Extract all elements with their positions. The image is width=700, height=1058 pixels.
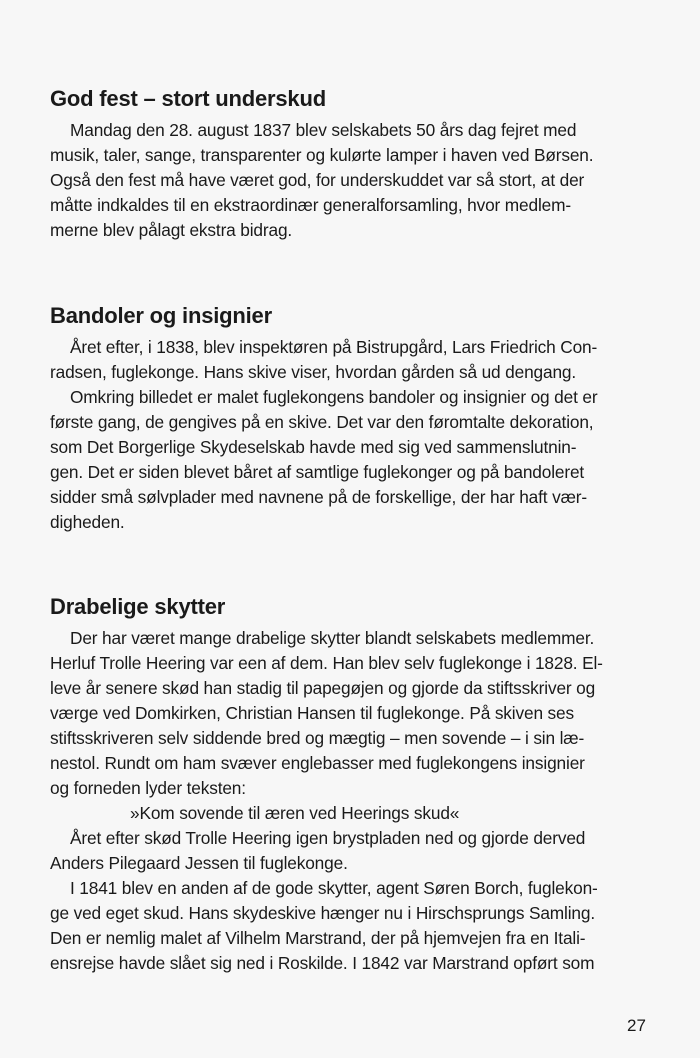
paragraph-line: digheden. <box>50 512 125 532</box>
section-heading: Bandoler og insignier <box>50 303 272 328</box>
section-heading: Drabelige skytter <box>50 594 226 619</box>
paragraph-line: første gang, de gengives på en skive. Det var den føromtalte dekoration, <box>50 412 594 432</box>
paragraph-line: sidder små sølvplader med navnene på de forskellige, der har haft vær- <box>50 487 588 507</box>
paragraph-line: I 1841 blev en anden af de gode skytter, agent Søren Borch, fuglekon- <box>70 878 598 898</box>
section-heading: God fest – stort underskud <box>50 86 326 111</box>
paragraph-line: værge ved Domkirken, Christian Hansen til fuglekonge. På skiven ses <box>50 703 574 723</box>
paragraph-line: ge ved eget skud. Hans skydeskive hænger nu i Hirschsprungs Samling. <box>50 903 596 923</box>
paragraph-line: merne blev pålagt ekstra bidrag. <box>50 220 293 240</box>
page-number: 27 <box>627 1016 646 1035</box>
paragraph-line: Året efter skød Trolle Heering igen brystpladen ned og gjorde derved <box>70 828 586 848</box>
paragraph-line: nestol. Rundt om ham svæver englebasser med fuglekongens insignier <box>50 753 585 773</box>
paragraph-line: Året efter, i 1838, blev inspektøren på Bistrupgård, Lars Friedrich Con- <box>70 337 598 357</box>
paragraph-line: radsen, fuglekonge. Hans skive viser, hvordan gården så ud dengang. <box>50 362 577 382</box>
paragraph-line: Herluf Trolle Heering var een af dem. Han blev selv fuglekonge i 1828. El- <box>50 653 603 673</box>
paragraph-line: og forneden lyder teksten: <box>50 778 246 798</box>
paragraph-line: gen. Det er siden blevet båret af samtlige fuglekonger og på bandoleret <box>50 462 585 482</box>
paragraph-line: leve år senere skød han stadig til papegøjen og gjorde da stiftsskriver og <box>50 678 596 698</box>
paragraph-line: Den er nemlig malet af Vilhelm Marstrand, der på hjemvejen fra en Itali- <box>50 928 586 948</box>
paragraph-line: Mandag den 28. august 1837 blev selskabets 50 års dag fejret med <box>70 120 577 140</box>
paragraph-line: Også den fest må have været god, for underskuddet var så stort, at der <box>50 170 585 190</box>
paragraph-line: som Det Borgerlige Skydeselskab havde med sig ved sammenslutnin- <box>50 437 577 457</box>
paragraph-line: Anders Pilegaard Jessen til fuglekonge. <box>50 853 348 873</box>
quoted-text: »Kom sovende til æren ved Heerings skud« <box>130 803 460 823</box>
paragraph-line: Der har været mange drabelige skytter blandt selskabets medlemmer. <box>70 628 595 648</box>
paragraph-line: måtte indkaldes til en ekstraordinær generalforsamling, hvor medlem- <box>50 195 571 215</box>
paragraph-line: ensrejse havde slået sig ned i Roskilde. I 1842 var Marstrand opført som <box>50 953 595 973</box>
paragraph-line: musik, taler, sange, transparenter og kulørte lamper i haven ved Børsen. <box>50 145 594 165</box>
paragraph-line: stiftsskriveren selv siddende bred og mægtig – men sovende – i sin læ- <box>50 728 585 748</box>
paragraph-line: Omkring billedet er malet fuglekongens bandoler og insignier og det er <box>70 387 598 407</box>
